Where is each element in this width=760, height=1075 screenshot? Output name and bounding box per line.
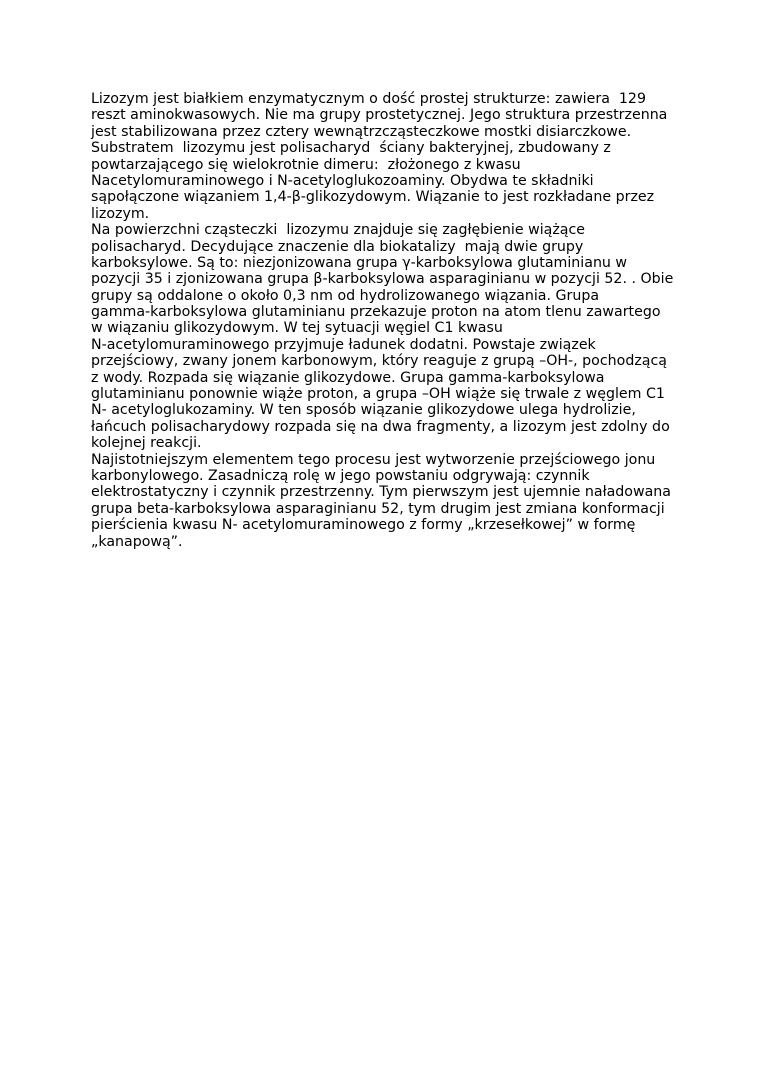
text-line: elektrostatyczny i czynnik przestrzenny. Tym pierwszym jest ujemnie naładowana bbox=[91, 484, 671, 501]
text-line: lizozym. bbox=[91, 205, 150, 222]
text-line: karbonylowego. Zasadniczą rolę w jego powstaniu odgrywają: czynnik bbox=[91, 467, 590, 484]
text-line: Substratem lizozymu jest polisacharyd ściany bakteryjnej, zbudowany z bbox=[91, 140, 611, 157]
text-line: „kanapową”. bbox=[91, 533, 183, 550]
document-body-text bbox=[91, 91, 681, 550]
text-line: Nacetylomuraminowego i N-acetyloglukozoaminy. Obydwa te składniki bbox=[91, 172, 594, 189]
text-line: N-acetylomuraminowego przyjmuje ładunek dodatni. Powstaje związek bbox=[91, 336, 596, 353]
text-line: N- acetyloglukozaminy. W ten sposób wiązanie glikozydowe ulega hydrolizie, bbox=[91, 402, 636, 419]
text-line: Lizozym jest białkiem enzymatycznym o dość prostej strukturze: zawiera 129 bbox=[91, 91, 646, 107]
text-line: grupa beta-karboksylowa asparaginianu 52, tym drugim jest zmiana konformacji bbox=[91, 500, 665, 517]
text-line: reszt aminokwasowych. Nie ma grupy prostetycznej. Jego struktura przestrzenna bbox=[91, 107, 668, 124]
text-line: sąpołączone wiązaniem 1,4-β-glikozydowym. Wiązanie to jest rozkładane przez bbox=[91, 189, 655, 206]
text-line: w wiązaniu glikozydowym. W tej sytuacji węgiel C1 kwasu bbox=[91, 320, 503, 337]
text-line: Najistotniejszym elementem tego procesu jest wytworzenie przejściowego jonu bbox=[91, 451, 656, 468]
text-line: karboksylowe. Są to: niezjonizowana grupa γ-karboksylowa glutaminianu w bbox=[91, 254, 628, 271]
text-line: grupy są oddalone o około 0,3 nm od hydrolizowanego wiązania. Grupa bbox=[91, 287, 600, 304]
text-line: Na powierzchni cząsteczki lizozymu znajduje się zagłębienie wiążące bbox=[91, 222, 586, 239]
text-line: glutaminianu ponownie wiąże proton, a grupa –OH wiąże się trwale z węglem C1 bbox=[91, 386, 665, 403]
text-line: powtarzającego się wielokrotnie dimeru: złożonego z kwasu bbox=[91, 156, 521, 173]
text-line: z wody. Rozpada się wiązanie glikozydowe. Grupa gamma-karboksylowa bbox=[91, 369, 605, 386]
text-line: polisacharyd. Decydujące znaczenie dla biokatalizy mają dwie grupy bbox=[91, 238, 584, 255]
text-line: przejściowy, zwany jonem karbonowym, który reaguje z grupą –OH-, pochodzącą bbox=[91, 353, 667, 370]
text-line: jest stabilizowana przez cztery wewnątrzcząsteczkowe mostki disiarczkowe. bbox=[91, 123, 632, 140]
text-line: pierścienia kwasu N- acetylomuraminowego z formy „krzesełkowej” w formę bbox=[91, 517, 636, 534]
text-line: łańcuch polisacharydowy rozpada się na dwa fragmenty, a lizozym jest zdolny do bbox=[91, 418, 670, 435]
text-line: kolejnej reakcji. bbox=[91, 435, 202, 452]
text-line: pozycji 35 i zjonizowana grupa β-karboksylowa asparaginianu w pozycji 52. . Obie bbox=[91, 271, 674, 288]
text-line: gamma-karboksylowa glutaminianu przekazuje proton na atom tlenu zawartego bbox=[91, 304, 661, 321]
